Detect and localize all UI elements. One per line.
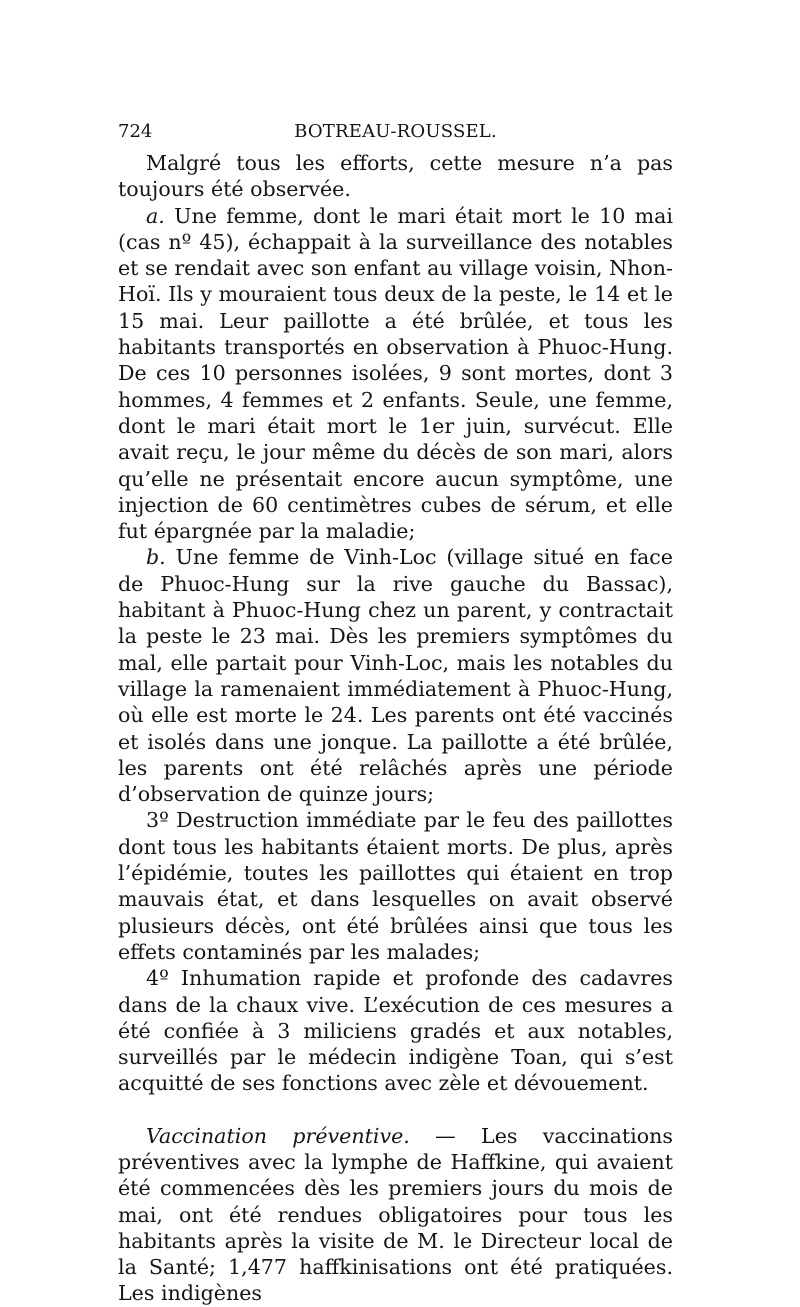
paragraph-vaccination: Vaccination préventive. — Les vaccinations préventives avec la lymphe de Haffkine, qui avaient été commencées dès les premiers jours du mois de mai, ont été rendues obligatoires pour tous les habitants après la visite de M. le Directeur local de la Santé; 1,477 haffkinisations ont été pratiquées. Les indigènes xyxy=(118,1123,673,1306)
paragraph-measure-3: 3º Destruction immédiate par le feu des paillottes dont tous les habitants étaient morts. De plus, après l’épidémie, toutes les paillottes qui étaient en trop mauvais état, et dans lesquelles on avait observé plusieurs décès, ont été brûlées ainsi que tous les effets contaminés par les malades; xyxy=(118,808,673,964)
paragraph-case-b: b. Une femme de Vinh-Loc (village situé en face de Phuoc-Hung sur la rive gauche du Bassac), habitant à Phuoc-Hung chez un parent, y contractait la peste le 23 mai. Dès les premiers symptômes du mal, elle partait pour Vinh-Loc, mais les notables du village la ramenaient immédiatement à Phuoc-Hung, où elle est morte le 24. Les parents ont été vaccinés et isolés dans une jonque. La paillotte a été brûlée, les parents ont été relâchés après une période d’observation de quinze jours; xyxy=(118,545,673,807)
paragraph-case-a: a. Une femme, dont le mari était mort le 10 mai (cas nº 45), échappait à la surveillance des notables et se rendait avec son enfant au village voisin, Nhon-Hoï. Ils y mouraient tous deux de la peste, le 14 et le 15 mai. Leur paillotte a été brûlée, et tous les habitants transportés en observation à Phuoc-Hung. De ces 10 personnes isolées, 9 sont mortes, dont 3 hommes, 4 femmes et 2 enfants. Seule, une femme, dont le mari était mort le 1er juin, survécut. Elle avait reçu, le jour même du décès de son mari, alors qu’elle ne présentait encore aucun symptôme, une injection de 60 centimètres cubes de sérum, et elle fut épargnée par la maladie; xyxy=(118,203,673,544)
page-header xyxy=(118,120,673,144)
paragraph-intro: Malgré tous les efforts, cette mesure n’a pas toujours été observée. xyxy=(118,151,673,202)
page-number: 724 xyxy=(118,121,153,142)
section-heading-vaccination: Vaccination préventive. xyxy=(146,1123,410,1148)
case-b-label: b. xyxy=(146,545,166,570)
case-a-label: a. xyxy=(146,203,165,228)
running-title: BOTREAU-ROUSSEL. xyxy=(294,121,497,142)
body-text xyxy=(118,150,673,1307)
paragraph-measure-4: 4º Inhumation rapide et profonde des cadavres dans de la chaux vive. L’exécution de ces mesures a été confiée à 3 miliciens gradés et aux notables, surveillés par le médecin indigène Toan, qui s’est acquitté de ses fonctions avec zèle et dévouement. xyxy=(118,966,673,1096)
